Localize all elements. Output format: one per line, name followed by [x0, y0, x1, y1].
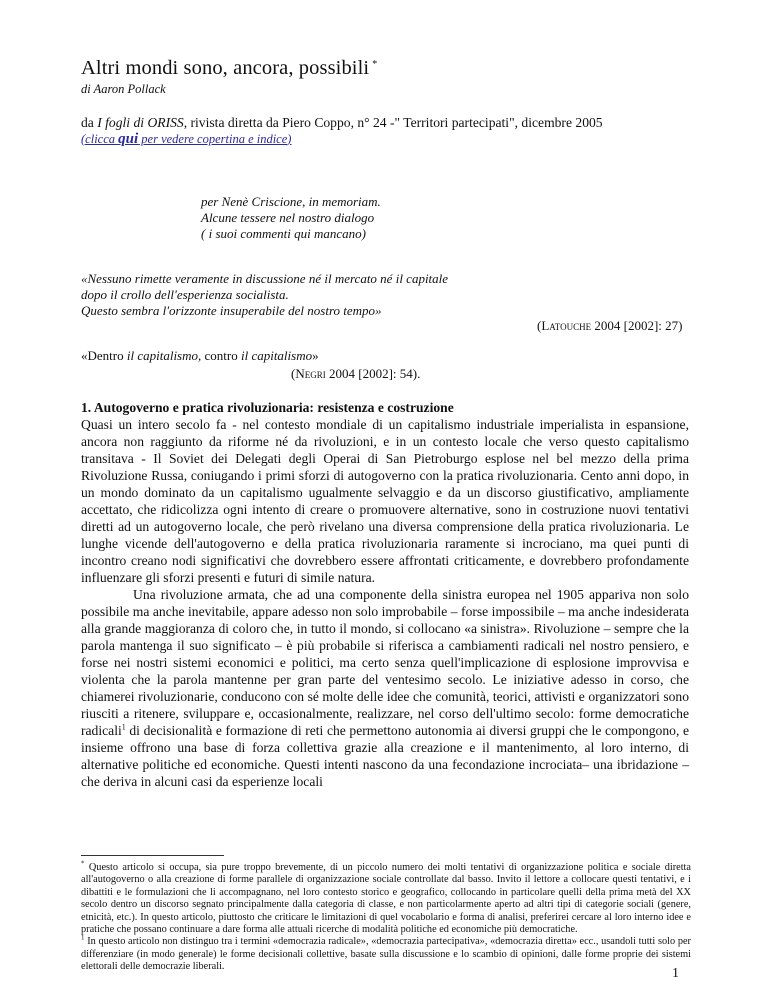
- paragraph: [81, 586, 689, 790]
- epigraph-quote-2: [81, 348, 319, 364]
- paragraph: Quasi un intero secolo fa - nel contesto mondiale di un capitalismo industriale imperialista in espansione, ancora non raggiunto da riforme né da rivoluzioni, e in un contesto locale che verso questo capitalismo transitava - Il Soviet dei Delegati degli Operai di San Pietroburgo esplose nel bel mezzo della prima Rivoluzione Russa, coniugando i primi sforzi di autogoverno con la pratica rivoluzionaria. Cento anni dopo, in un mondo dominato da un capitalismo ugualmente selvaggio e da un discorso giustificativo, ampliamente accettato, che ridicolizza ogni intento di creare o promuovere alternative, sono in costruzione nuovi tentativi diretti ad un autogoverno locale, che però rivelano una diversa comprensione della pratica rivoluzionaria. Le lunghe vicende dell'autogoverno e della pratica rivoluzionaria raramente si incrociano, ma quei punti di incontro creano nodi significativi che dovrebbero essere affrontati criticamente, e dovrebbero profondamente influenzare gli sforzi presenti e futuri di simile natura.: [81, 417, 689, 585]
- ref-author: Latouche: [541, 318, 592, 333]
- ref-details: 2004 [2002]: 27): [591, 318, 683, 333]
- quote2-mid: contro: [201, 348, 241, 363]
- footnote-text: Questo articolo si occupa, sia pure troppo brevemente, di un piccolo numero dei molti tentativi di organizzazione politica e sociale diretta all'autogoverno o alla creazione di forme parallele di organizzazione sociale controllate dal basso. Invito il lettore a collocare questi tentativi, e i dibattiti e le formulazioni che li accompagnano, nel loro contesto storico e geografico, collocando in particolare quelli della prima metà del XX secolo dentro un discorso segnato principalmente dalla categoria di classe, e non particolarmente aperto ad altri tipi di categorie sociali (genere, etnicità, etc.). In questo articolo, piuttosto che criticare le limitazioni di quel vocabolario e forma di analisi, preferirei cercare al loro interno idee e pratiche che possano continuare a dare forma alle attuali ricerche di modalità politiche ed economiche più democratiche.: [81, 862, 691, 936]
- link-close-paren: ): [287, 132, 292, 146]
- page-number: 1: [672, 966, 679, 981]
- quote2-em2: il capitalismo: [240, 348, 313, 363]
- pub-details: , rivista diretta da Piero Coppo, n° 24 -" Territori partecipati", dicembre 2005: [183, 115, 603, 130]
- cover-index-link[interactable]: [85, 132, 287, 146]
- ref-author: Negri: [295, 366, 326, 381]
- ref-paren: (: [537, 318, 542, 333]
- footnote-mark: *: [81, 859, 85, 868]
- body-text: [81, 416, 689, 790]
- link-text-pre: clicca: [85, 132, 119, 146]
- quote2-post: »: [312, 348, 319, 363]
- dedication-line: Alcune tessere nel nostro dialogo: [201, 210, 375, 225]
- paragraph-text: Una rivoluzione armata, che ad una componente della sinistra europea nel 1905 appariva non solo possibile ma anche inevitabile, appare adesso non solo improbabile – forse impossibile – ma anche indesiderata alla grande maggioranza di coloro che, in tutto il mondo, si collocano «a sinistra». Rivoluzione – sempre che la parola mantenga il suo significato – è più probabile si riferisca a cambiamenti radicali nel nostro pensiero, e forse nei nostri sistemi economici e politici, ma certo senza quell'implicazione di esplosione improvvisa e violenta che la parola mantenne per gran parte del ventesimo secolo. Le iniziative adesso in corso, che chiamerei rivoluzionarie, conducono con sé molte delle idee che comunità, teorici, attivisti e organizzatori sono riusciti a ritenere, sviluppare e, occasionalmente, realizzare, nel corso dell'ultimo secolo: forme democratiche radicali: [81, 587, 689, 738]
- footnote-separator: [81, 855, 224, 856]
- quote-line: Questo sembra l'orizzonte insuperabile del nostro tempo»: [81, 303, 382, 318]
- link-open-paren: (: [81, 132, 86, 146]
- quote-line: «Nessuno rimette veramente in discussione né il mercato né il capitale: [81, 271, 449, 286]
- footnote-ref: 1: [121, 722, 126, 732]
- article-title: [81, 57, 377, 80]
- ref-details: 2004 [2002]: 54).: [325, 366, 421, 381]
- publication-info: [81, 115, 603, 131]
- quote2-pre: «Dentro: [81, 348, 127, 363]
- dedication-line: per Nenè Criscione, in memoriam.: [201, 194, 381, 209]
- journal-name: I fogli di ORISS: [97, 115, 184, 130]
- epigraph-quote-1: [81, 271, 448, 319]
- footnote-text: In questo articolo non distinguo tra i termini «democrazia radicale», «democrazia partecipativa», «democrazia diretta» ecc., usandoli tutti solo per differenziare (in modo generale) le forme decisionali collettive, basate sulla discussione e lo scambio di opinioni, dalle forme proprie dei sistemi elettorali delle democrazie liberali.: [81, 936, 691, 973]
- link-text-qui: qui: [118, 131, 139, 147]
- title-footnote-mark: *: [372, 59, 378, 70]
- link-text-post: per vedere copertina e indice: [138, 132, 288, 146]
- pub-prefix: da: [81, 115, 98, 130]
- epigraph-reference-2: [291, 366, 420, 382]
- paragraph-text: di decisionalità e formazione di reti che permettono autonomia ai diversi gruppi che le compongono, e insieme offrono una base di forza collettiva grazie alla creazione e il mantenimento, al loro interno, di alternative politiche ed economiche. Questi intenti nascono da una fecondazione incrociata– una ibridazione – che deriva in alcuni casi da esperienze locali: [81, 723, 689, 789]
- footnotes: [81, 859, 691, 974]
- byline: di Aaron Pollack: [81, 82, 166, 96]
- footnote-star: [81, 859, 691, 936]
- quote2-em1: il capitalismo,: [126, 348, 202, 363]
- section-heading: 1. Autogoverno e pratica rivoluzionaria: resistenza e costruzione: [81, 400, 454, 415]
- title-text: Altri mondi sono, ancora, possibili: [81, 57, 370, 79]
- epigraph-reference-1: [537, 318, 682, 334]
- cover-index-link-line: [81, 131, 291, 148]
- dedication-line: ( i suoi commenti qui mancano): [201, 226, 367, 241]
- dedication: [201, 194, 381, 242]
- footnote-mark: 1: [81, 934, 85, 943]
- quote-line: dopo il crollo dell'esperienza socialista.: [81, 287, 289, 302]
- ref-paren: (: [291, 366, 296, 381]
- footnote-1: [81, 936, 691, 973]
